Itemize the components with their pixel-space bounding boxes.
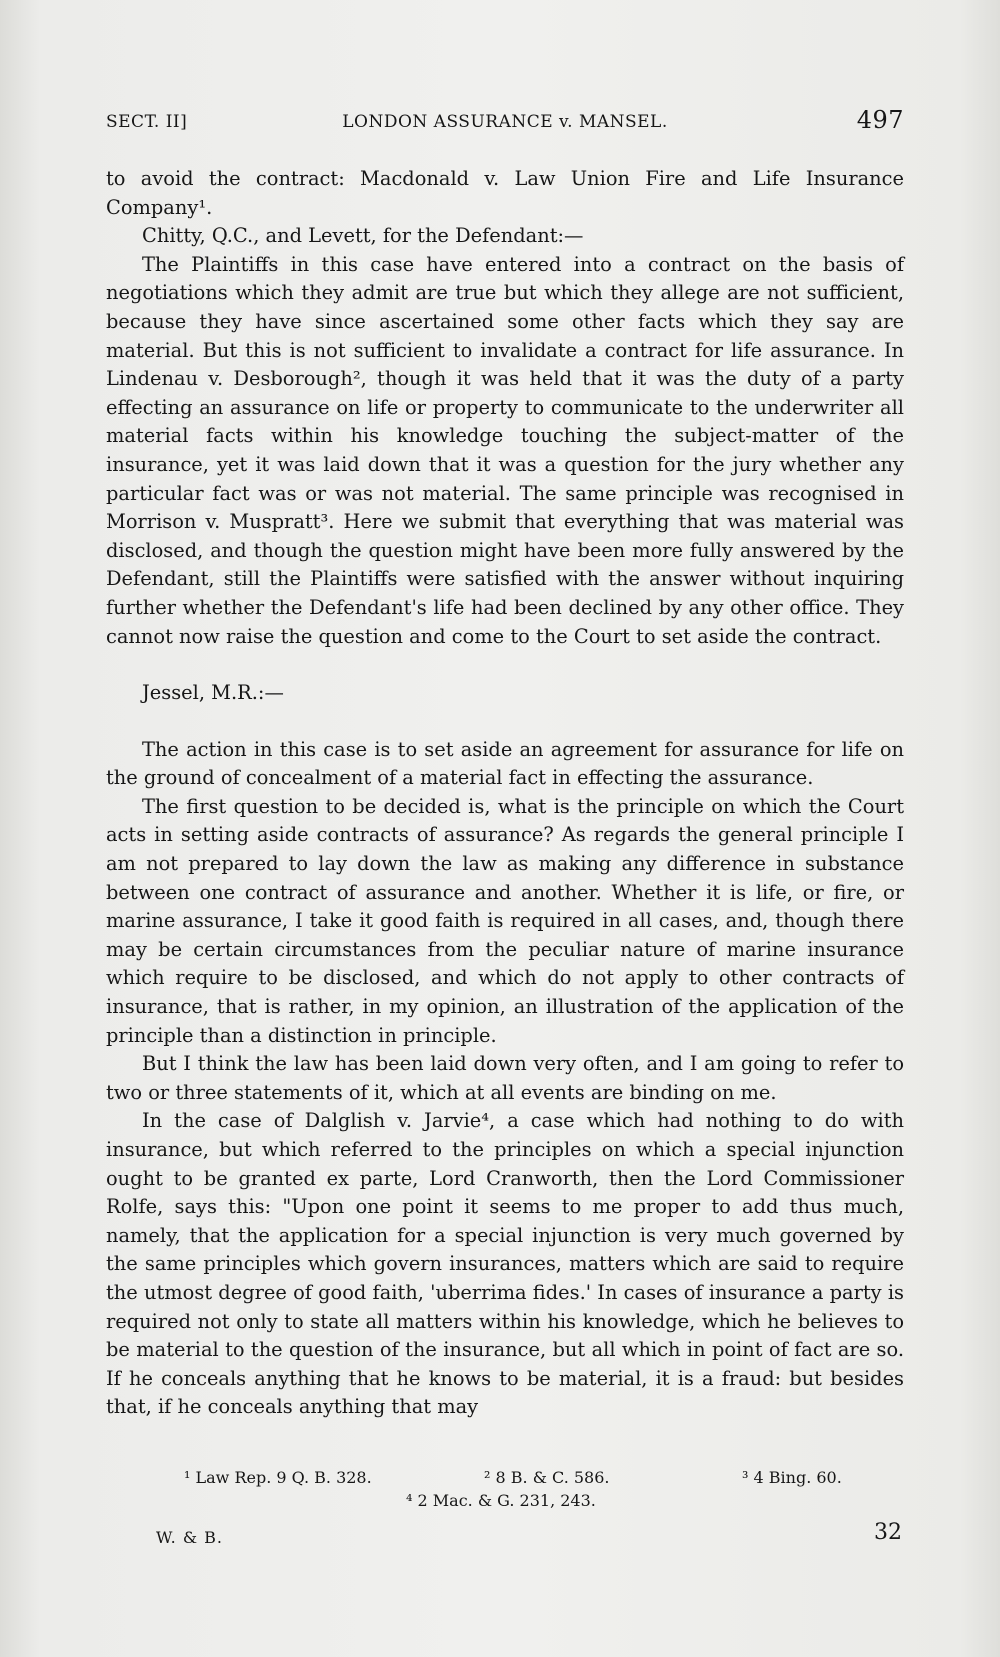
paragraph-judgment-4: In the case of Dalglish v. Jarvie⁴, a case which had nothing to do with insurance, but which referred to the principles on which a special injunction ought to be granted ex parte, Lord Cranworth, then the Lord Commissioner Rolfe, says this: "Upon one point it seems to me proper to add thus much, namely, that the application for a special injunction is very much governed by the same principles which govern insurances, matters which are said to require the utmost degree of good faith, 'uberrima fides.' In cases of insurance a party is required not only to state all matters within his knowledge, which he believes to be material to the question of the insurance, but all which in point of fact are so. If he conceals anything that he knows to be material, it is a fraud: but besides that, if he conceals anything that may <box>106 1109 904 1419</box>
paragraph-judgment-2: The first question to be decided is, what is the principle on which the Court acts in setting aside contracts of assurance? As regards the general principle I am not prepared to lay down the law as making any difference in substance between one contract of assurance and another. Whether it is life, or fire, or marine assurance, I take it good faith is required in all cases, and, though there may be certain circumstances from the peculiar nature of marine insurance which require to be disclosed, and which do not apply to other contracts of insurance, that is rather, in my opinion, an illustration of the application of the principle than a distinction in principle. <box>106 794 904 1047</box>
page-body <box>106 165 904 1422</box>
footnotes <box>106 1466 904 1512</box>
paragraph-gap <box>106 708 904 736</box>
paragraph-gap <box>106 651 904 679</box>
running-title: LONDON ASSURANCE v. MANSEL. <box>342 112 668 132</box>
running-header <box>106 108 904 142</box>
footnote-1: ¹ Law Rep. 9 Q. B. 328. <box>184 1468 372 1487</box>
printer-signature: W. & B. <box>156 1528 223 1547</box>
judge-heading: Jessel, M.R.:— <box>142 681 284 705</box>
counsel-for-defendant: Chitty, Q.C., and Levett, for the Defendant:— <box>142 224 584 248</box>
paragraph-judgment-1: The action in this case is to set aside an agreement for assurance for life on the ground of concealment of a material fact in effecting the assurance. <box>106 737 904 790</box>
page-number: 497 <box>856 106 904 134</box>
paragraph-judgment-3: But I think the law has been laid down very often, and I am going to refer to two or three statements of it, which at all events are binding on me. <box>106 1052 904 1104</box>
sheet-number: 32 <box>874 1520 902 1545</box>
paragraph-defendant-argument: The Plaintiffs in this case have entered into a contract on the basis of negotiations which they admit are true but which they allege are not sufficient, because they have since ascertained some other facts which they say are material. But this is not sufficient to invalidate a contract for life assurance. In Lindenau v. Desborough², though it was held that it was the duty of a party effecting an assurance on life or property to communicate to the underwriter all material facts within his knowledge touching the subject-matter of the insurance, yet it was laid down that it was a question for the jury whether any particular fact was or was not material. The same principle was recognised in Morrison v. Muspratt³. Here we submit that everything that was material was disclosed, and though the question might have been more fully answered by the Defendant, still the Plaintiffs were satisfied with the answer without inquiring further whether the Defendant's life had been declined by any other office. They cannot now raise the question and come to the Court to set aside the contract. <box>106 252 904 648</box>
footnote-2: ² 8 B. & C. 586. <box>484 1468 610 1487</box>
section-label: SECT. II] <box>106 112 188 132</box>
paragraph-argument-end: to avoid the contract: Macdonald v. Law Union Fire and Life Insurance Company¹. <box>106 167 904 219</box>
footnote-4: ⁴ 2 Mac. & G. 231, 243. <box>406 1491 596 1510</box>
footnote-3: ³ 4 Bing. 60. <box>742 1468 842 1487</box>
